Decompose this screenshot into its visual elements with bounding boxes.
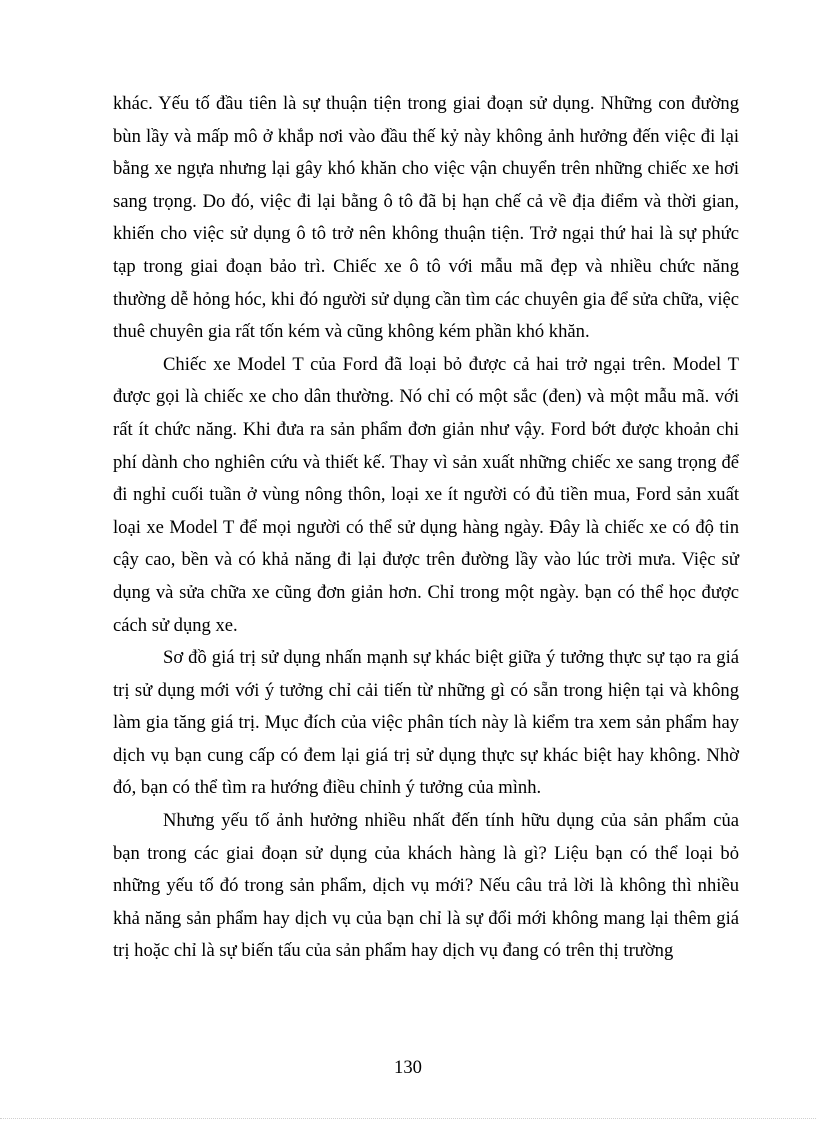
bottom-divider [0, 1118, 816, 1119]
page-number: 130 [394, 1057, 422, 1078]
page-body [113, 88, 739, 968]
paragraph-1: khác. Yếu tố đầu tiên là sự thuận tiện trong giai đoạn sử dụng. Những con đường bùn lầy và mấp mô ở khắp nơi vào đầu thế kỷ này không ảnh hưởng đến việc đi lại bằng xe ngựa nhưng lại gây khó khăn cho việc vận chuyển trên những chiếc xe hơi sang trọng. Do đó, việc đi lại bằng ô tô đã bị hạn chế cả về địa điểm và thời gian, khiến cho việc sử dụng ô tô trở nên không thuận tiện. Trở ngại thứ hai là sự phức tạp trong giai đoạn bảo trì. Chiếc xe ô tô với mẫu mã đẹp và nhiều chức năng thường dễ hỏng hóc, khi đó người sử dụng cần tìm các chuyên gia để sửa chữa, việc thuê chuyên gia rất tốn kém và cũng không kém phần khó khăn. [113, 93, 739, 343]
paragraph-4: Nhưng yếu tố ảnh hưởng nhiều nhất đến tính hữu dụng của sản phẩm của bạn trong các giai đoạn sử dụng của khách hàng là gì? Liệu bạn có thể loại bỏ những yếu tố đó trong sản phẩm, dịch vụ mới? Nếu câu trả lời là không thì nhiều khả năng sản phẩm hay dịch vụ của bạn chỉ là sự đổi mới không mang lại thêm giá trị hoặc chỉ là sự biến tấu của sản phẩm hay dịch vụ đang có trên thị trường [113, 810, 739, 962]
paragraph-2: Chiếc xe Model T của Ford đã loại bỏ được cả hai trở ngại trên. Model T được gọi là chiếc xe cho dân thường. Nó chỉ có một sắc (đen) và một mẫu mã. với rất ít chức năng. Khi đưa ra sản phẩm đơn giản như vậy. Ford bớt được khoản chi phí dành cho nghiên cứu và thiết kế. Thay vì sản xuất những chiếc xe sang trọng để đi nghỉ cuối tuần ở vùng nông thôn, loại xe ít người có đủ tiền mua, Ford sản xuất loại xe Model T để mọi người có thể sử dụng hàng ngày. Đây là chiếc xe có độ tin cậy cao, bền và có khả năng đi lại được trên đường lầy vào lúc trời mưa. Việc sử dụng và sửa chữa xe cũng đơn giản hơn. Chỉ trong một ngày. bạn có thể học được cách sử dụng xe. [113, 353, 739, 636]
paragraph-3: Sơ đồ giá trị sử dụng nhấn mạnh sự khác biệt giữa ý tưởng thực sự tạo ra giá trị sử dụng mới với ý tưởng chỉ cải tiến từ những gì có sẵn trong hiện tại và không làm gia tăng giá trị. Mục đích của việc phân tích này là kiểm tra xem sản phẩm hay dịch vụ bạn cung cấp có đem lại giá trị sử dụng thực sự khác biệt hay không. Nhờ đó, bạn có thể tìm ra hướng điều chỉnh ý tưởng của mình. [113, 647, 739, 799]
